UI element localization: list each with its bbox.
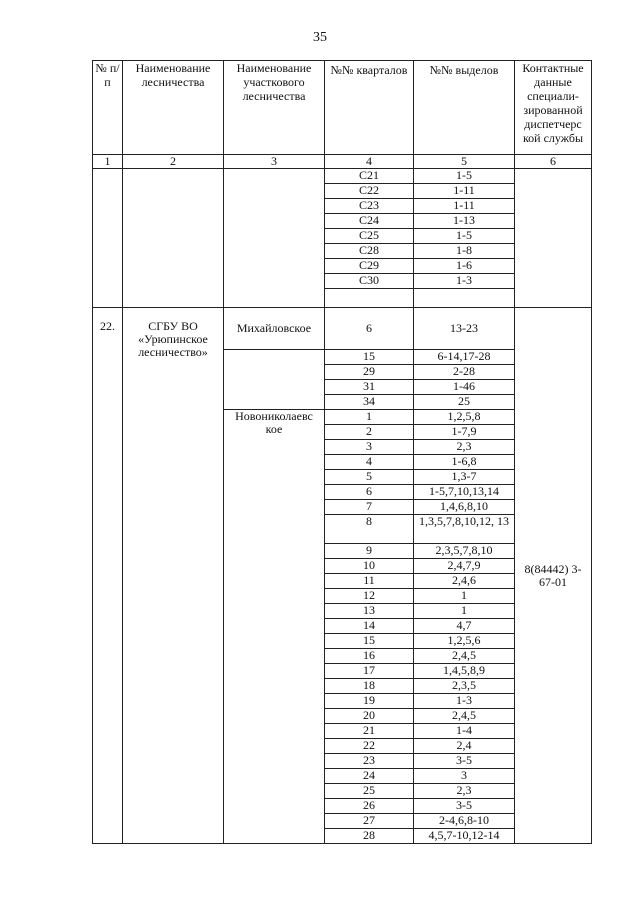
kvartal-cell: 15: [325, 350, 414, 365]
vydel-cell: 25: [414, 395, 515, 410]
vydel-cell: 2,4,5: [414, 709, 515, 724]
kvartal-cell: С29: [325, 259, 414, 274]
vydel-cell: 6-14,17-28: [414, 350, 515, 365]
district-name: Михайловское: [224, 308, 325, 350]
vydel-cell: 2,4: [414, 739, 515, 754]
vydel-cell: 1-5,7,10,13,14: [414, 485, 515, 500]
entry-forestry: СГБУ ВО «Урюпинское лесничество»: [123, 308, 224, 844]
entry-contact: 8(84442) 3-67-01: [515, 308, 592, 844]
kvartal-cell: 16: [325, 649, 414, 664]
column-number-row: [93, 155, 592, 169]
vydel-cell: 2,3,5,7,8,10: [414, 544, 515, 559]
table-body: [93, 61, 592, 844]
vydel-cell: 2,3: [414, 784, 515, 799]
vydel-cell: 1-5: [414, 229, 515, 244]
vydel-cell: 1: [414, 589, 515, 604]
kvartal-cell: 6: [325, 485, 414, 500]
kvartal-cell: С22: [325, 184, 414, 199]
vydel-cell: 1-3: [414, 274, 515, 289]
kvartal-cell: С21: [325, 169, 414, 184]
vydel-cell: 2,4,6: [414, 574, 515, 589]
page-number: 35: [313, 30, 327, 45]
kvartal-cell: 22: [325, 739, 414, 754]
vydel-cell: 2,3,5: [414, 679, 515, 694]
kvartal-cell: С30: [325, 274, 414, 289]
header-contacts: Контактные данные специали-зированной диспетчерс кой службы: [515, 61, 592, 155]
kvartal-cell: 21: [325, 724, 414, 739]
vydel-cell: 2-4,6,8-10: [414, 814, 515, 829]
vydel-cell: 1-4: [414, 724, 515, 739]
gap-cell: [325, 289, 414, 308]
vydel-cell: 1,2,5,6: [414, 634, 515, 649]
vydel-cell: 1-13: [414, 214, 515, 229]
vydel-cell: 4,5,7-10,12-14: [414, 829, 515, 844]
kvartal-cell: 34: [325, 395, 414, 410]
table-row: [93, 169, 592, 184]
kvartal-cell: 11: [325, 574, 414, 589]
vydel-cell: 13-23: [414, 308, 515, 350]
vydel-cell: 2,4,7,9: [414, 559, 515, 574]
kvartal-cell: 1: [325, 410, 414, 425]
kvartal-cell: 20: [325, 709, 414, 724]
column-number: 6: [515, 155, 592, 169]
kvartal-cell: 14: [325, 619, 414, 634]
gap-cell: [414, 289, 515, 308]
kvartal-cell: 4: [325, 455, 414, 470]
cont-forestry-cell: [123, 169, 224, 308]
kvartal-cell: 8: [325, 515, 414, 544]
vydel-cell: 2,3: [414, 440, 515, 455]
column-number: 4: [325, 155, 414, 169]
header-forestry: Наименование лесничества: [123, 61, 224, 155]
kvartal-cell: 31: [325, 380, 414, 395]
vydel-cell: 4,7: [414, 619, 515, 634]
vydel-cell: 2,4,5: [414, 649, 515, 664]
kvartal-cell: 12: [325, 589, 414, 604]
kvartal-cell: 2: [325, 425, 414, 440]
kvartal-cell: 17: [325, 664, 414, 679]
vydel-cell: 2-28: [414, 365, 515, 380]
kvartal-cell: 7: [325, 500, 414, 515]
vydel-cell: 1-6: [414, 259, 515, 274]
header-vydely: №№ выделов: [414, 61, 515, 155]
cont-district-cell: [224, 169, 325, 308]
vydel-cell: 3-5: [414, 799, 515, 814]
vydel-cell: 1,4,6,8,10: [414, 500, 515, 515]
table-row: [93, 308, 592, 350]
vydel-cell: 3-5: [414, 754, 515, 769]
vydel-cell: 1-8: [414, 244, 515, 259]
kvartal-cell: С24: [325, 214, 414, 229]
district-blank-cell: [224, 350, 325, 410]
kvartal-cell: 28: [325, 829, 414, 844]
cont-num-cell: [93, 169, 123, 308]
kvartal-cell: 5: [325, 470, 414, 485]
kvartal-cell: 24: [325, 769, 414, 784]
vydel-cell: 1-11: [414, 184, 515, 199]
entry-num: 22.: [93, 308, 123, 844]
vydel-cell: 3: [414, 769, 515, 784]
kvartal-cell: 27: [325, 814, 414, 829]
kvartal-cell: С23: [325, 199, 414, 214]
header-kvartaly: №№ кварталов: [325, 61, 414, 155]
column-number: 3: [224, 155, 325, 169]
header-num: № п/п: [93, 61, 123, 155]
kvartal-cell: 15: [325, 634, 414, 649]
column-number: 5: [414, 155, 515, 169]
vydel-cell: 1: [414, 604, 515, 619]
kvartal-cell: 19: [325, 694, 414, 709]
kvartal-cell: 25: [325, 784, 414, 799]
vydel-cell: 1-5: [414, 169, 515, 184]
vydel-cell: 1,3-7: [414, 470, 515, 485]
district-name: Новониколаевс кое: [224, 410, 325, 844]
vydel-cell: 1,2,5,8: [414, 410, 515, 425]
kvartal-cell: С25: [325, 229, 414, 244]
vydel-cell: 1,3,5,7,8,10,12, 13: [414, 515, 515, 544]
vydel-cell: 1-46: [414, 380, 515, 395]
header-row: [93, 61, 592, 155]
kvartal-cell: С28: [325, 244, 414, 259]
kvartal-cell: 10: [325, 559, 414, 574]
kvartal-cell: 18: [325, 679, 414, 694]
kvartal-cell: 9: [325, 544, 414, 559]
kvartal-cell: 6: [325, 308, 414, 350]
kvartal-cell: 3: [325, 440, 414, 455]
vydel-cell: 1,4,5,8,9: [414, 664, 515, 679]
kvartal-cell: 26: [325, 799, 414, 814]
column-number: 1: [93, 155, 123, 169]
vydel-cell: 1-7,9: [414, 425, 515, 440]
kvartal-cell: 29: [325, 365, 414, 380]
column-number: 2: [123, 155, 224, 169]
kvartal-cell: 13: [325, 604, 414, 619]
forestry-table: [92, 60, 592, 844]
header-district: Наименование участкового лесничества: [224, 61, 325, 155]
vydel-cell: 1-6,8: [414, 455, 515, 470]
vydel-cell: 1-11: [414, 199, 515, 214]
kvartal-cell: 23: [325, 754, 414, 769]
cont-contact-cell: [515, 169, 592, 308]
vydel-cell: 1-3: [414, 694, 515, 709]
